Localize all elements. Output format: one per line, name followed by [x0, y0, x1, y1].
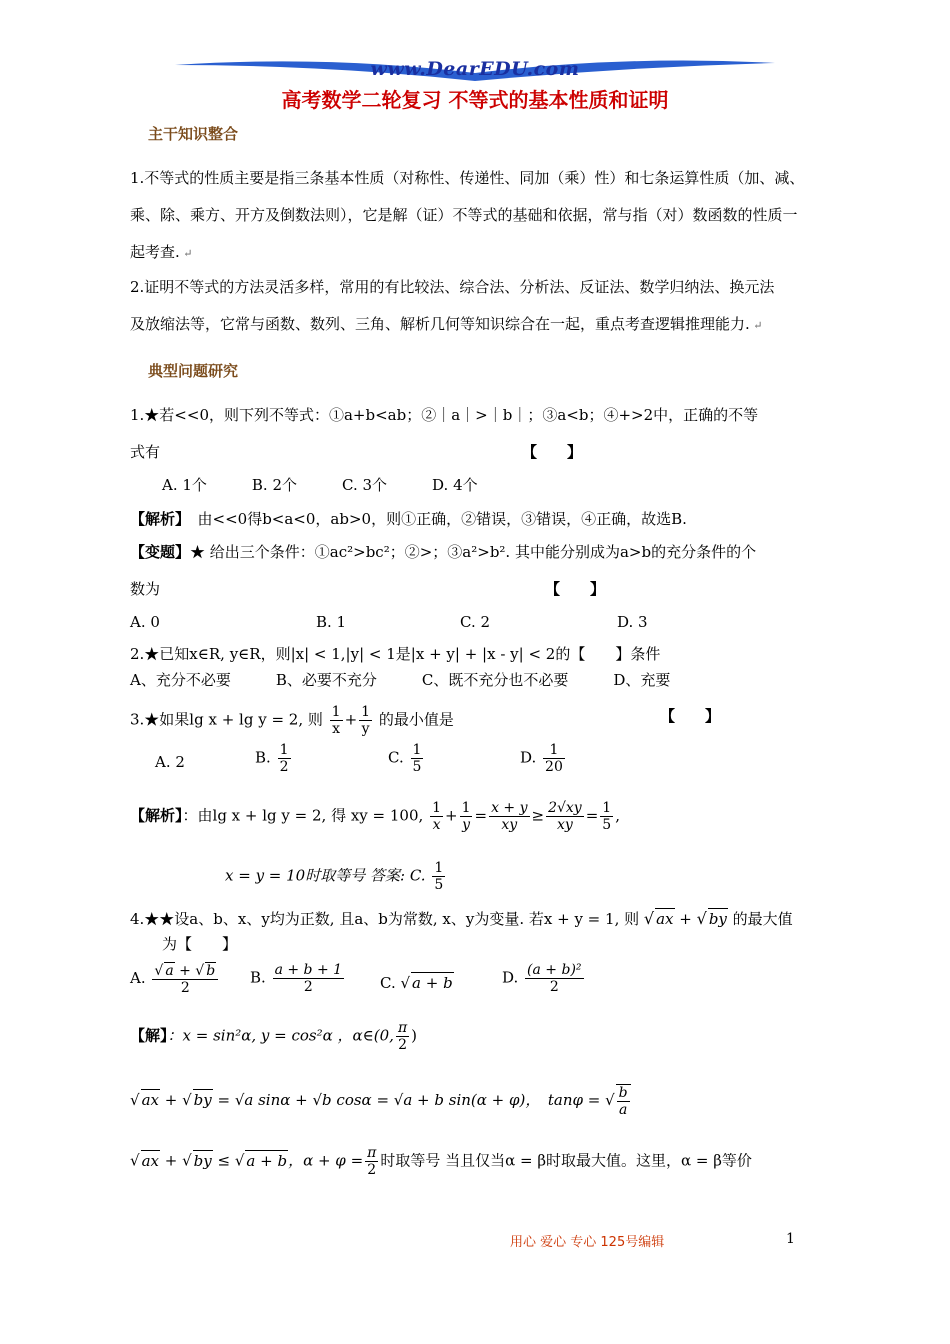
q2-line1: 2.★已知x∈R, y∈R，则|x| < 1,|y| < 1是|x + y| + |x - y| < 2的【 】条件 — [130, 645, 661, 663]
q4-option-d — [502, 962, 586, 995]
para2-line2 — [130, 314, 763, 336]
q3-eq-line: x = y = 10时取等号 答案: C. — [225, 866, 426, 885]
q4-od-den: 2 — [549, 979, 559, 995]
q3-option-b — [255, 742, 293, 775]
para1-line3-text: 起考查. — [130, 243, 180, 261]
q4-oc-rad: a + b — [412, 974, 453, 992]
q1-line2-text: 式有 — [130, 443, 161, 461]
q4-sqrt-by: by — [708, 910, 727, 928]
variant-option-b: B. 1 — [316, 613, 347, 631]
q1-options: A. 1个 B. 2个 C. 3个 D. 4个 — [162, 476, 478, 494]
q4-solution-line2: √ ax + √ by = √a sinα + √b cosα = √a + b sin(α + φ)， tanφ = √ $\frac{b}{a}$ — [130, 1084, 633, 1118]
q3-od-num: 1 — [543, 742, 565, 759]
q4-option-b-fraction — [273, 962, 344, 995]
section-heading-main-knowledge: 主干知识整合 — [148, 125, 239, 143]
q3-a-xpy: x + y — [491, 800, 528, 816]
q4-s3-rad: a + b — [246, 1151, 288, 1170]
q4-od-num: (a + b)² — [527, 962, 582, 978]
q4-s3-pi: π — [367, 1145, 377, 1161]
q4-option-b — [250, 962, 346, 995]
section-heading-typical-problems: 典型问题研究 — [148, 362, 239, 380]
q4-pi-den: 2 — [398, 1037, 407, 1053]
q4-sqrt-sign: √ — [643, 909, 655, 928]
q3-a-xy: xy — [501, 817, 518, 833]
q4-s3-pi-over-2 — [365, 1145, 378, 1178]
q3-option-b-label: B. — [255, 748, 271, 767]
q3-ob-den: 2 — [279, 759, 289, 775]
q3-a-1b: 1 — [461, 800, 471, 816]
para2-line1: 2.证明不等式的方法灵活多样，常用的有比较法、综合法、分析法、反证法、数学归纳法、换元法 — [130, 278, 775, 296]
variant-option-c: C. 2 — [460, 613, 491, 631]
q1-analysis-label: 【解析】 — [130, 510, 183, 528]
variant-line2: 数为 — [130, 580, 161, 598]
q4-oa-a: a — [165, 963, 174, 979]
q3-analysis: 【解析】：由lg x + lg y = 2, 得 xy = 100, $\frac{1}{x}$ + $\frac{1}{y}$ = $\frac{x + y}{xy}$ ≥ $\frac{2√xy}{xy}$ = $\frac{1}{5}$ , — [130, 800, 620, 833]
q3-analysis-label: 【解析】 — [130, 806, 183, 825]
q4-s3-by: by — [193, 1151, 212, 1170]
q3-analysis-frac-1x — [430, 800, 443, 833]
q3-option-c — [388, 742, 425, 775]
q4-stem-line2: 为【 】 — [162, 935, 238, 953]
q3-a-1c: 1 — [602, 800, 612, 816]
q4-tan-b: b — [618, 1085, 628, 1101]
q3-option-a: A. 2 — [155, 753, 185, 771]
q3-a-1: 1 — [432, 800, 441, 816]
q3-a-xy2: xy — [556, 817, 573, 833]
footer-text: 用心 爱心 专心 125号编辑 — [510, 1235, 665, 1250]
paragraph-mark-icon: ↵ — [179, 247, 193, 260]
q3-option-d — [520, 742, 567, 775]
q4-s2-text: = √a sinα + √b cosα = √a + b sin(α + φ)， tanφ = — [217, 1091, 601, 1109]
q1-analysis-text: 由<<0得b<a<0，ab>0，则①正确，②错误，③错误，④正确，故选B. — [182, 510, 687, 528]
q4-option-c-label: C. — [380, 974, 396, 992]
q3-answer-line — [225, 860, 447, 893]
q3-a-x: x — [432, 817, 441, 833]
variant-answer-bracket: 【 】 — [545, 580, 606, 598]
q3-answer-bracket: 【 】 — [660, 707, 721, 725]
q3-analysis-frac-sum — [489, 800, 529, 833]
q4-s3-ax: ax — [141, 1151, 159, 1170]
q3-option-d-label: D. — [520, 748, 537, 767]
q4-s2-by: by — [193, 1091, 212, 1109]
q4-tan-a: a — [618, 1102, 628, 1118]
q4-option-a — [130, 962, 220, 996]
logo-text: www.DearEDU.com — [370, 58, 580, 80]
q3-stem: 3.★如果lg x + lg y = 2, 则 $\frac{1}{x}$ + $\frac{1}{y}$ 的最小值是 — [130, 704, 454, 737]
q4-solution-label: 【解】 — [130, 1026, 168, 1045]
q4-stem: 4.★★设a、b、x、y均为正数, 且a、b为常数, x、y为变量. 若x + y = 1, 则 √ ax + √ by 的最大值 — [130, 909, 793, 928]
q1-line2 — [130, 442, 160, 462]
q1-analysis — [130, 509, 687, 529]
q1-line1: 1.★若<<0，则下列不等式：①a+b<ab；②｜a｜>｜b｜；③a<b；④+>2中，正确的不等 — [130, 406, 759, 424]
q1-answer-bracket: 【 】 — [522, 443, 583, 461]
q3-frac-num: 1 — [361, 704, 371, 720]
q4-stem-pre: 4.★★设a、b、x、y均为正数, 且a、b为常数, x、y为变量. 若x + y = 1, 则 — [130, 910, 640, 928]
q4-ob-den: 2 — [303, 979, 313, 995]
q3-oc-den: 5 — [412, 759, 422, 775]
q3-stem-post: 的最小值是 — [378, 710, 454, 729]
q4-ob-num: a + b + 1 — [274, 962, 343, 978]
page-number: 1 — [786, 1231, 795, 1247]
q3-option-b-fraction — [278, 742, 291, 775]
q4-sqrt-ax: ax — [656, 910, 674, 928]
q3-a-y: y — [462, 817, 470, 833]
q3-oc-num: 1 — [412, 742, 422, 758]
q4-oa-num: √ a + √ b — [152, 962, 218, 980]
q4-stem-post: 的最大值 — [732, 910, 793, 928]
q2-options: A、充分不必要 B、必要不充分 C、既不充分也不必要 D、充要 — [130, 671, 671, 689]
q3-fraction-1-over-x — [330, 704, 343, 737]
para1-line3 — [130, 242, 193, 264]
q4-option-a-fraction — [152, 962, 218, 996]
q3-analysis-frac-amgm — [546, 800, 584, 833]
q3-frac-den-y: y — [361, 721, 370, 737]
page-title: 高考数学二轮复习 不等式的基本性质和证明 — [281, 88, 669, 112]
q4-s2-ax: ax — [141, 1091, 159, 1109]
q3-analysis-pre: ：由lg x + lg y = 2, 得 xy = 100, — [182, 806, 424, 825]
variant-line1-text: ★ 给出三个条件：①ac²>bc²；②>；③a²>b². 其中能分别成为a>b的充分条件的个 — [190, 543, 757, 561]
q4-s3-post: 时取等号 当且仅当α = β时取最大值。这里，α = β等价 — [380, 1151, 752, 1170]
variant-option-d: D. 3 — [617, 613, 648, 631]
q4-pi-over-2 — [396, 1020, 409, 1053]
q3-answer-fraction — [432, 860, 445, 893]
q3-a-5: 5 — [602, 817, 612, 833]
para1-line2: 乘、除、乘方、开方及倒数法则），它是解（证）不等式的基础和依据，常与指（对）数函数的性质一 — [130, 206, 798, 224]
para1-line1: 1.不等式的性质主要是指三条基本性质（对称性、传递性、同加（乘）性）和七条运算性质（加、减、 — [130, 169, 805, 187]
q3-option-c-label: C. — [388, 748, 404, 767]
q4-s3-leq: ≤ — [217, 1151, 231, 1170]
para2-line2-text: 及放缩法等，它常与函数、数列、三角、解析几何等知识综合在一起，重点考查逻辑推理能力. — [130, 315, 750, 333]
q3-ans-1: 1 — [434, 860, 444, 876]
variant-label: 【变题】 — [130, 543, 191, 561]
q4-sol-line1-text: ：x = sin²α, y = cos²α ，α∈(0, — [167, 1026, 394, 1045]
q4-tan-fraction — [616, 1084, 631, 1118]
q4-pi: π — [397, 1020, 408, 1036]
q3-ans-5: 5 — [434, 877, 444, 893]
q3-stem-pre: 3.★如果lg x + lg y = 2, 则 — [130, 710, 323, 729]
paragraph-mark-icon: ↵ — [749, 319, 763, 332]
q3-frac-den-x: x — [332, 721, 341, 737]
q4-option-d-fraction — [525, 962, 583, 995]
q3-option-c-fraction — [411, 742, 424, 775]
q4-option-c: C. √ a + b — [380, 974, 453, 992]
variant-option-a: A. 0 — [130, 613, 160, 631]
q3-frac-num: 1 — [331, 704, 341, 720]
q3-analysis-frac-1-5 — [600, 800, 613, 833]
q4-s3-den: 2 — [367, 1162, 377, 1178]
q4-oa-den: 2 — [180, 980, 190, 996]
q3-a-geq: ≥ — [531, 806, 545, 825]
q4-sqrt-sign: √ — [696, 909, 707, 928]
q4-option-a-label: A. — [130, 969, 146, 987]
q3-fraction-1-over-y — [359, 704, 372, 737]
q3-od-den: 20 — [545, 759, 563, 775]
q4-solution-line3: √ ax + √ by ≤ √ a + b，α + φ = $\frac{\pi}{2}$ 时取等号 当且仅当α = β时取最大值。这里，α = β等价 — [130, 1145, 752, 1178]
q3-option-d-fraction — [543, 742, 565, 775]
q4-s3-mid: ，α + φ = — [288, 1151, 364, 1170]
variant-line1 — [130, 542, 756, 562]
q3-a-2sqrt: 2√xy — [548, 800, 582, 816]
q4-option-b-label: B. — [250, 968, 266, 987]
q4-oa-b: b — [206, 963, 216, 979]
q4-solution-line1: 【解】：x = sin²α, y = cos²α ，α∈(0, $\frac{\pi}{2}$ ) — [130, 1020, 417, 1053]
q3-analysis-frac-1y — [460, 800, 473, 833]
q4-option-d-label: D. — [502, 968, 519, 987]
q3-ob-num: 1 — [279, 742, 289, 758]
